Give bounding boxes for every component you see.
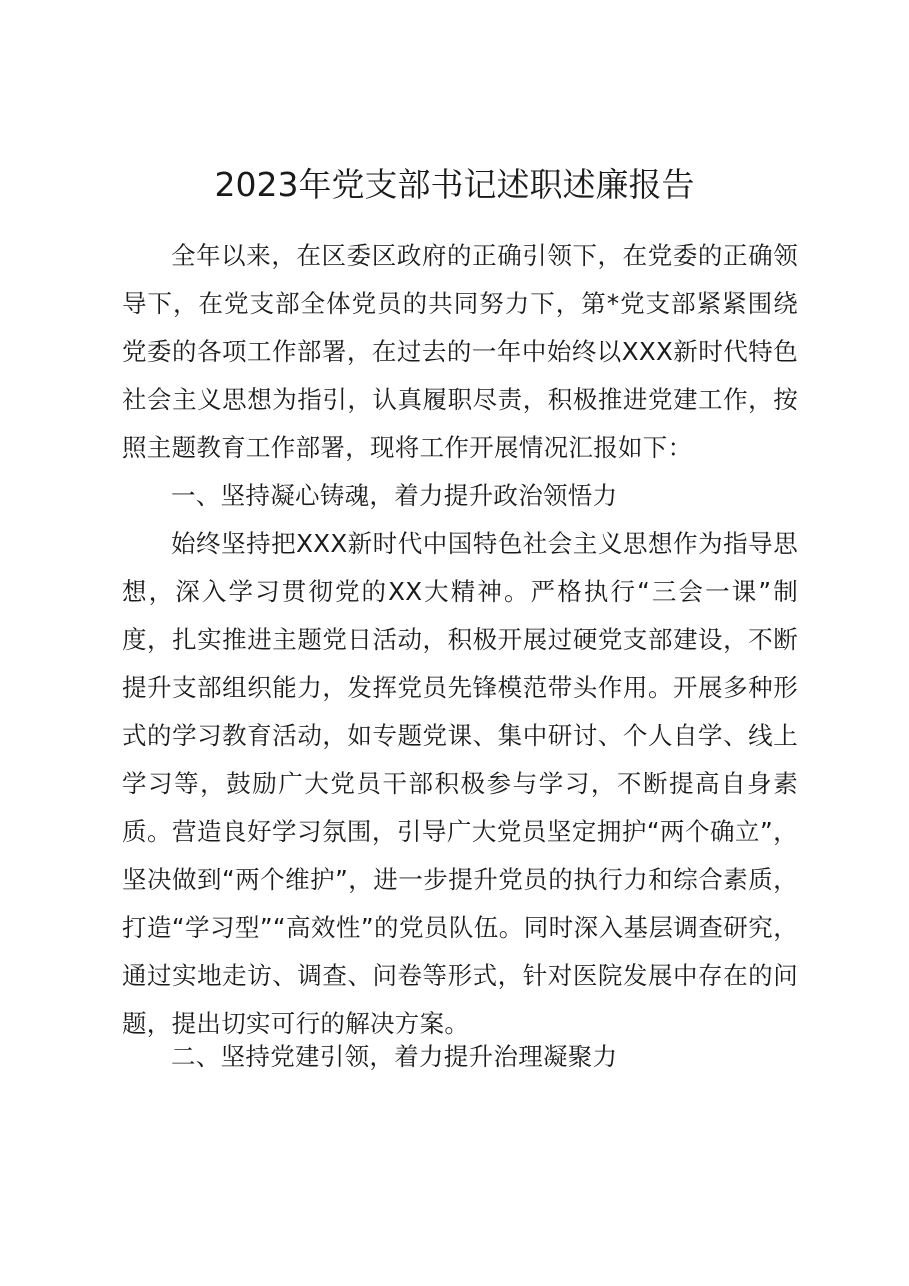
document-title: 2023年党支部书记述职述廉报告 <box>214 165 695 204</box>
section-heading-2: 二、坚持党建引领，着力提升治理凝聚力 <box>171 1042 618 1071</box>
section-heading-1: 一、坚持凝心铸魂，着力提升政治领悟力 <box>171 481 618 510</box>
section-1-paragraph: 始终坚持把XXX新时代中国特色社会主义思想作为指导思想，深入学习贯彻党的XX大精神。严格执行“三会一课”制度，扎实推进主题党日活动，积极开展过硬党支部建设，不断提升支部组织能力，发挥党员先锋模范带头作用。开展多种形式的学习教育活动，如专题党课、集中研讨、个人自学、线上学习等，鼓励广大党员干部积极参与学习，不断提高自身素质。营造良好学习氛围，引导广大党员坚定拥护“两个确立”，坚决做到“两个维护”，进一步提升党员的执行力和综合素质，打造“学习型”“高效性”的党员队伍。同时深入基层调查研究，通过实地走访、调查、问卷等形式，针对医院发展中存在的问题，提出切实可行的解决方案。 <box>122 529 798 1038</box>
intro-paragraph: 全年以来，在区委区政府的正确引领下，在党委的正确领导下，在党支部全体党员的共同努力下，第*党支部紧紧围绕党委的各项工作部署，在过去的一年中始终以XXX新时代特色社会主义思想为指引，认真履职尽责，积极推进党建工作，按照主题教育工作部署，现将工作开展情况汇报如下： <box>122 241 798 462</box>
